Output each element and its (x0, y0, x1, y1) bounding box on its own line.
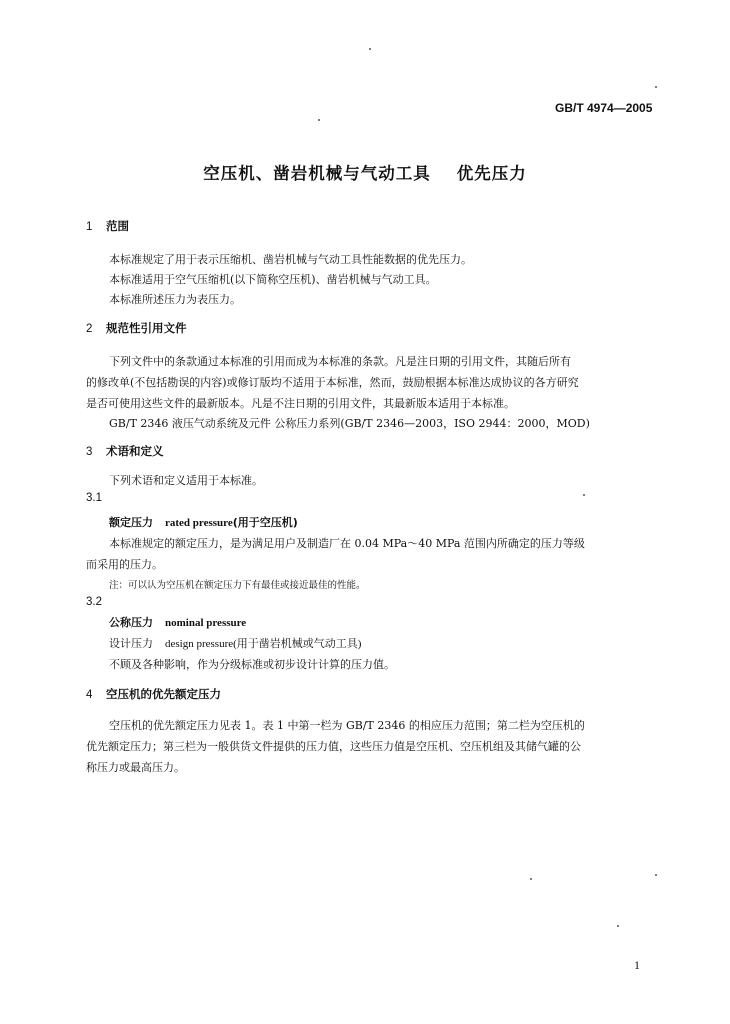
scan-speck (617, 925, 619, 927)
term-3-1-number: 3.1 (86, 492, 102, 504)
scan-speck (318, 119, 320, 121)
section-4-heading: 4 空压机的优先额定压力 (86, 687, 221, 701)
section-2-heading: 2 规范性引用文件 (86, 321, 187, 335)
section-1-para-2: 本标准适用于空气压缩机(以下简称空压机)、凿岩机械与气动工具。 (109, 273, 437, 286)
term-3-1-definition-line-1: 本标准规定的额定压力，是为满足用户及制造厂在 0.04 MPa～40 MPa 范围内所确定的压力等级 (109, 537, 585, 550)
scan-speck (583, 494, 585, 496)
term-3-2-definition: 不顾及各种影响，作为分级标准或初步设计计算的压力值。 (109, 658, 395, 671)
section-3-heading: 3 术语和定义 (86, 444, 164, 458)
section-4-line-2: 优先额定压力；第三栏为一般供货文件提供的压力值，这些压力值是空压机、空压机组及其储气罐的公 (86, 740, 581, 753)
section-1-heading: 1 范围 (86, 219, 129, 233)
term-3-1-definition-line-2: 而采用的压力。 (86, 558, 163, 571)
scan-speck (655, 86, 657, 88)
title-main: 空压机、凿岩机械与气动工具 (203, 164, 431, 183)
section-1-para-3: 本标准所述压力为表压力。 (109, 293, 241, 306)
term-3-1-note: 注：可以认为空压机在额定压力下有最佳或接近最佳的性能。 (109, 580, 366, 591)
section-2-line-3: 是否可使用这些文件的最新版本。凡是不注日期的引用文件，其最新版本适用于本标准。 (86, 397, 515, 410)
scan-speck (530, 878, 532, 880)
term-3-2-name: 公称压力 nominal pressure (109, 616, 247, 629)
term-3-2-number: 3.2 (86, 596, 102, 608)
normative-reference: GB/T 2346 液压气动系统及元件 公称压力系列(GB/T 2346—2003，ISO 2944：2000，MOD) (109, 417, 590, 430)
title-sub: 优先压力 (456, 164, 527, 183)
page-number: 1 (634, 958, 640, 972)
term-3-2-alias: 设计压力 design pressure(用于凿岩机械或气动工具) (109, 637, 362, 650)
section-4-line-3: 称压力或最高压力。 (86, 761, 185, 774)
section-2-line-1: 下列文件中的条款通过本标准的引用而成为本标准的条款。凡是注日期的引用文件，其随后所有 (109, 355, 571, 368)
scan-speck (369, 48, 371, 50)
term-3-1-name: 额定压力 rated pressure(用于空压机) (109, 516, 298, 529)
standard-number: GB/T 4974—2005 (555, 101, 653, 115)
section-4-line-1: 空压机的优先额定压力见表 1。表 1 中第一栏为 GB/T 2346 的相应压力范围；第二栏为空压机的 (109, 719, 585, 732)
section-2-line-2: 的修改单(不包括勘误的内容)或修订版均不适用于本标准，然而，鼓励根据本标准达成协议的各方研究 (86, 376, 579, 389)
section-3-intro: 下列术语和定义适用于本标准。 (109, 474, 263, 487)
section-1-para-1: 本标准规定了用于表示压缩机、凿岩机械与气动工具性能数据的优先压力。 (109, 253, 472, 266)
document-title (0, 160, 730, 184)
scan-speck (655, 874, 657, 876)
